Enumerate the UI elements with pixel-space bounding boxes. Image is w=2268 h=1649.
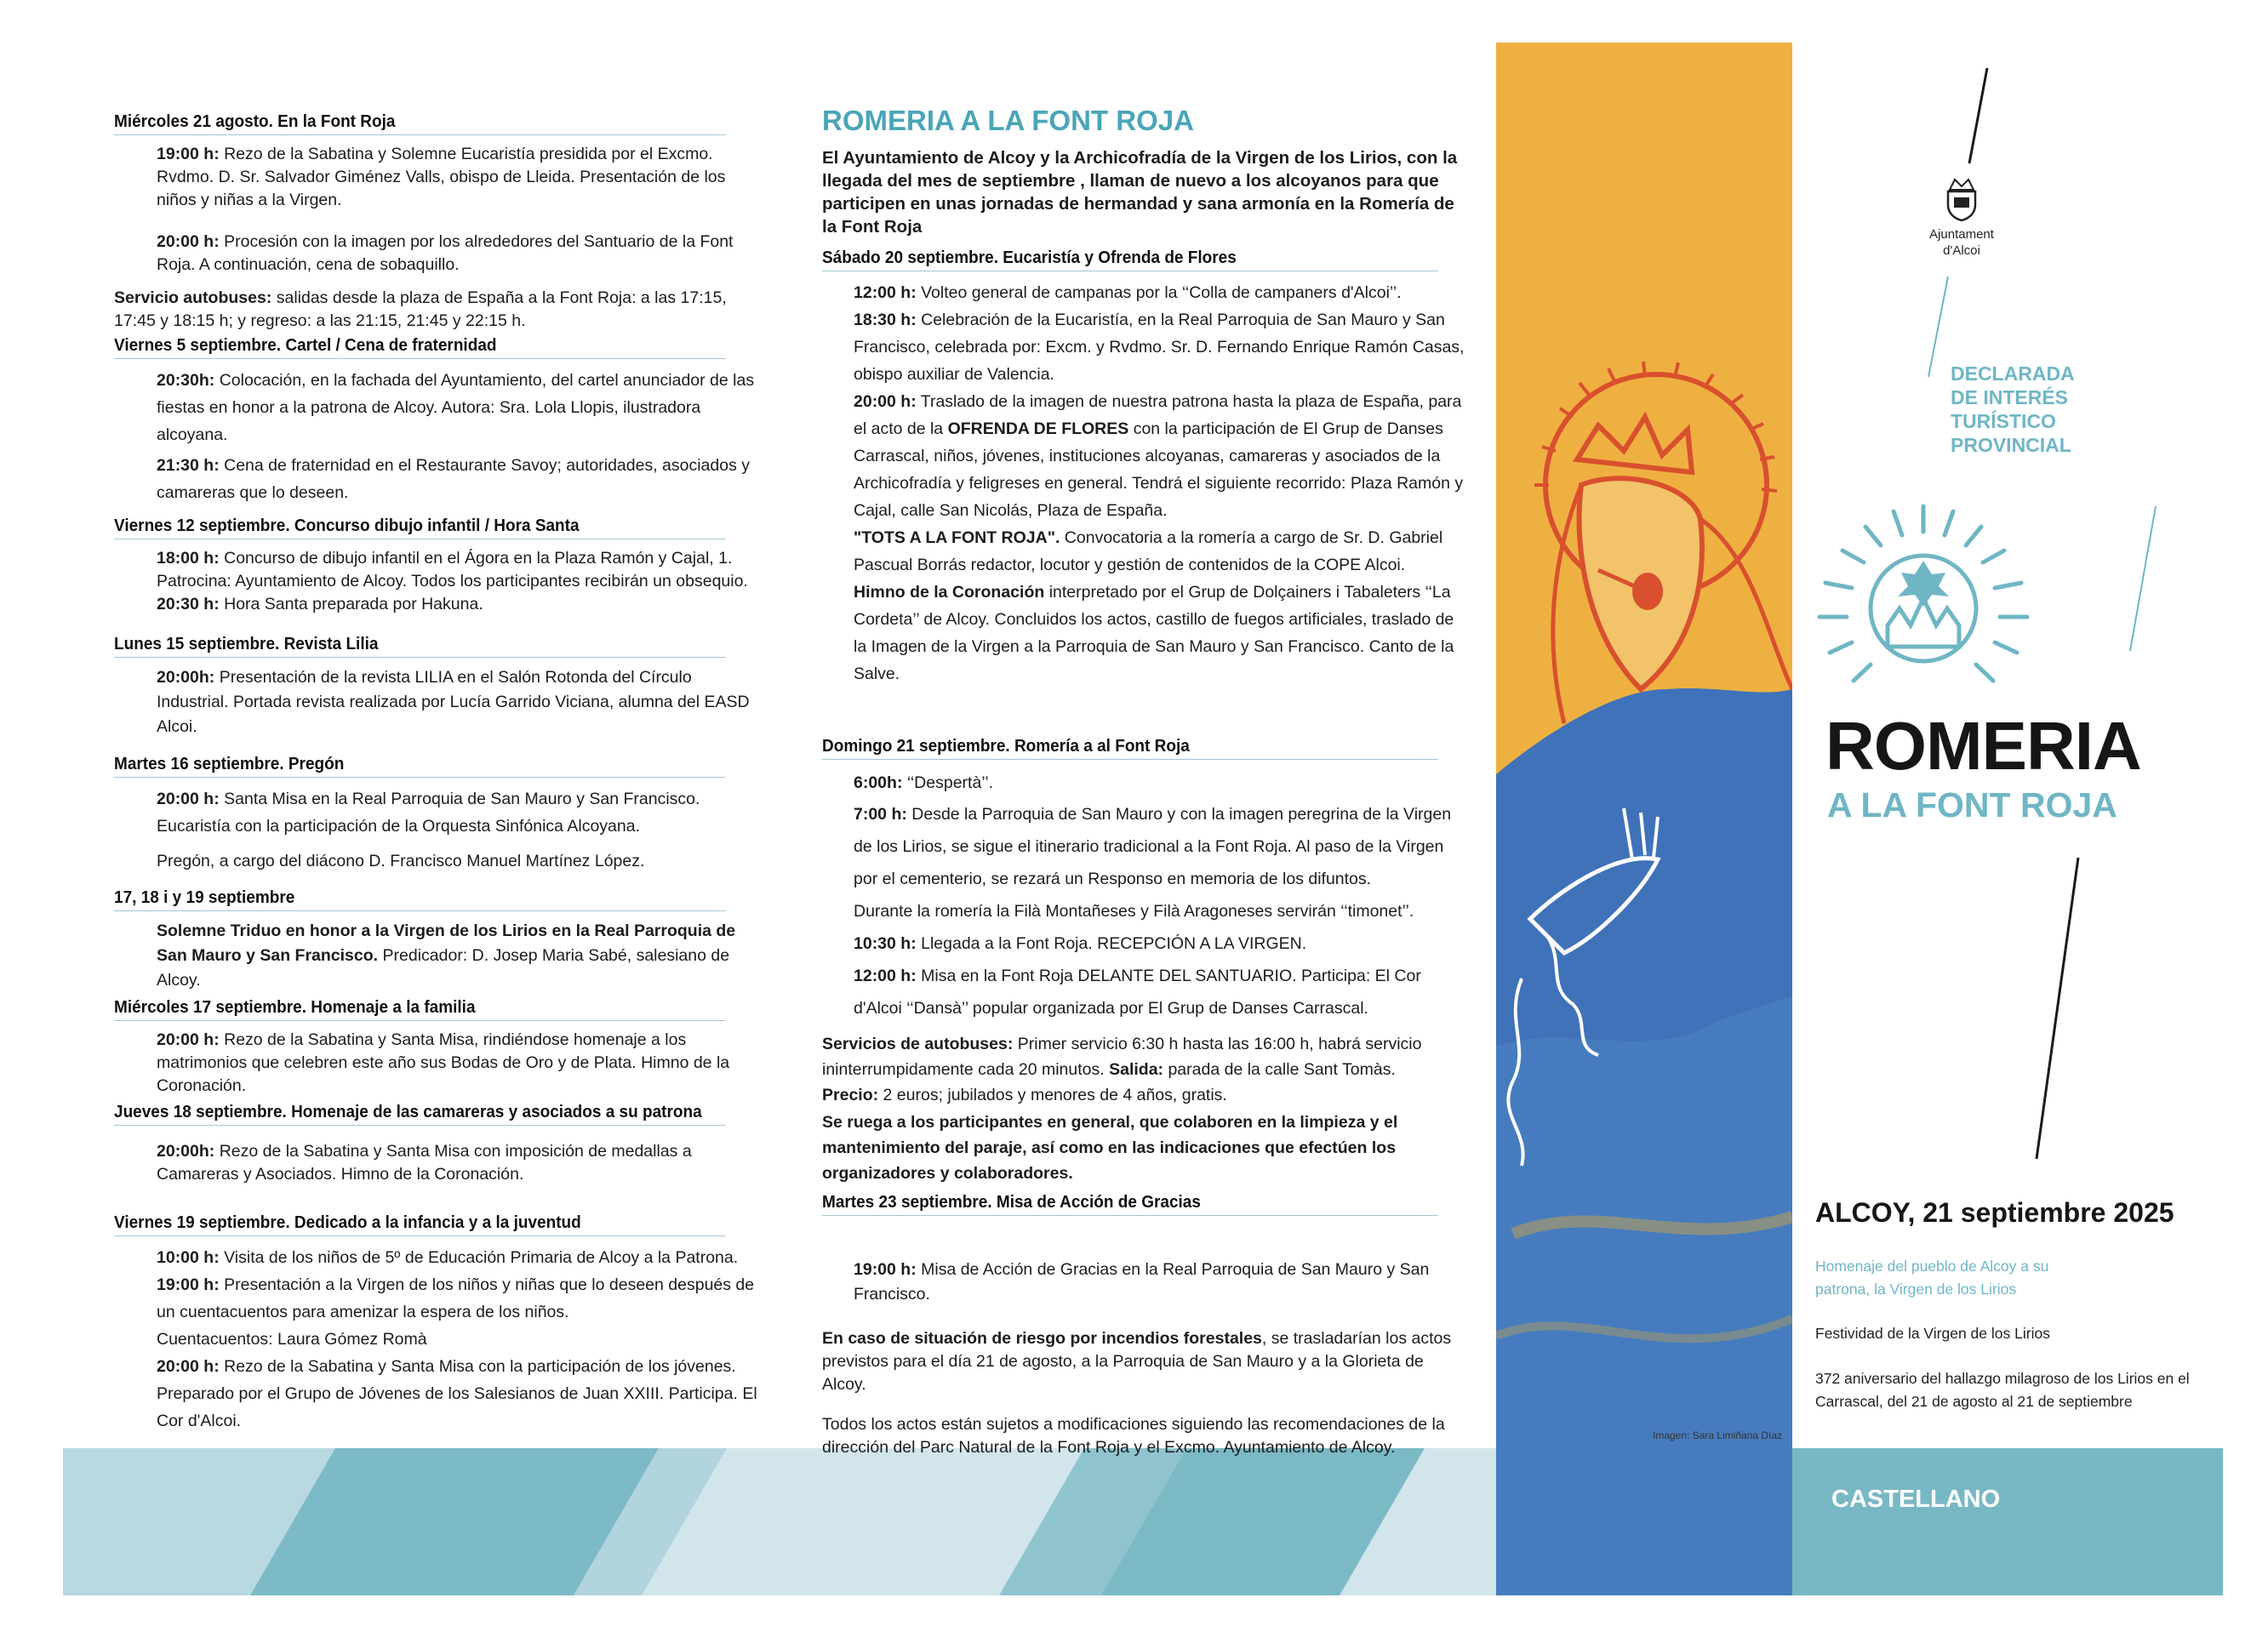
entry-time: 20:00 h: xyxy=(157,790,220,808)
precio-label: Precio: xyxy=(822,1086,879,1104)
entry-text: con la participación de El Grup de Danses Carrascal, niños, jóvenes, instituciones alcoyanas, camareras y asociados de la Archicofradía y feligreses en general. Tendrá el siguiente recorrido: Plaza Ramón y Cajal, calle San Nicolás, Plaza de España. xyxy=(854,419,1464,520)
schedule-entry xyxy=(854,388,1471,524)
entry-text: Llegada a la Font Roja. RECEPCIÓN A LA VIRGEN. xyxy=(916,934,1307,953)
entry-time: 18:00 h: xyxy=(157,549,220,568)
salida-text: parada de la calle Sant Tomàs. xyxy=(1163,1060,1396,1079)
triduo-bold: Solemne Triduo en honor a la Virgen de los Lirios en la Real Parroquia de San Mauro y San Francisco. xyxy=(157,922,736,965)
section-heading: Jueves 18 septiembre. Homenaje de las camareras y asociados a su patrona xyxy=(114,1101,725,1126)
entry-time: 12:00 h: xyxy=(854,283,917,302)
entry-text: Desde la Parroquia de San Mauro y con la imagen peregrina de la Virgen de los Lirios, se sigue el itinerario tradicional a la Font Roja. Al paso de la Virgen por el cementerio, se rezará un Responso en memoria de los difuntos. xyxy=(854,805,1452,888)
ayuntamiento-logo xyxy=(1915,174,2008,259)
schedule-entry xyxy=(157,231,757,277)
illustration-graphic xyxy=(1496,43,1792,1595)
section-heading: Martes 16 septiembre. Pregón xyxy=(114,753,725,778)
declared-interest-label xyxy=(1951,362,2075,457)
entry-text: Volteo general de campanas por la ‘‘Colla de campaners d'Alcoi’’. xyxy=(916,283,1402,302)
brochure-subtitle: A LA FONT ROJA xyxy=(1827,785,2117,824)
schedule-entry xyxy=(854,798,1471,895)
entry-text: Visita de los niños de 5º de Educación Primaria de Alcoy a la Patrona. xyxy=(219,1248,739,1267)
entry-time: 19:00 h: xyxy=(854,1260,917,1279)
entry-text: Concurso de dibujo infantil en el Ágora en la Plaza Ramón y Cajal, 1. Patrocina: Ayuntamiento de Alcoy. Todos los participantes recibirán un obsequio. xyxy=(157,549,748,591)
bottom-band xyxy=(63,1448,2223,1595)
entry-time: 21:30 h: xyxy=(157,456,220,475)
schedule-entry xyxy=(157,1271,757,1326)
festividad-text: Festividad de la Virgen de los Lirios xyxy=(1815,1325,2050,1342)
schedule-entry xyxy=(854,579,1471,688)
schedule-entry xyxy=(854,960,1471,1024)
bus-text: salidas desde la plaza de España a la Font Roja: a las 17:15, 17:45 y 18:15 h; y regreso: a las 21:15, 21:45 y 22:15 h. xyxy=(114,288,727,330)
schedule-entry xyxy=(157,1326,757,1353)
entry-text: Santa Misa en la Real Parroquia de San Mauro y San Francisco. Eucaristía con la participación de la Orquesta Sinfónica Alcoyana. xyxy=(157,790,700,836)
schedule-entry xyxy=(157,1353,757,1435)
entry-time: 12:00 h: xyxy=(854,967,917,985)
entry-text: Misa en la Font Roja DELANTE DEL SANTUARIO. Participa: El Cor d'Alcoi ‘‘Dansà’’ popular organizada por El Grup de Danses Carrascal. xyxy=(854,967,1421,1018)
entry-time: 20:00 h: xyxy=(854,392,917,411)
entry-time: 6:00h: xyxy=(854,773,903,792)
schedule-entry xyxy=(854,927,1471,960)
entry-time: 20:00 h: xyxy=(157,1030,220,1049)
left-column xyxy=(114,111,757,1438)
middle-column xyxy=(822,104,1471,1461)
tots-label: "TOTS A LA FONT ROJA". xyxy=(854,528,1060,547)
entry-time: 19:00 h: xyxy=(157,1275,220,1294)
schedule-entry xyxy=(157,143,757,212)
entry-text: Cena de fraternidad en el Restaurante Savoy; autoridades, asociados y camareras que lo deseen. xyxy=(157,456,751,502)
entry-text: Cuentacuentos: Laura Gómez Romà xyxy=(157,1330,427,1349)
fire-risk-bold: En caso de situación de riesgo por incendios forestales xyxy=(822,1329,1262,1348)
entry-time: 20:00 h: xyxy=(157,1357,220,1376)
section-heading: Miércoles 17 septiembre. Homenaje a la familia xyxy=(114,996,725,1021)
entry-text: Celebración de la Eucaristía, en la Real Parroquia de San Mauro y San Francisco, celebrada por: Excm. y Rvdmo. Sr. D. Fernando Enrique Ramón Casas, obispo auxiliar de Valencia. xyxy=(854,311,1465,384)
band-stripes xyxy=(63,1448,2223,1595)
entry-text: Hora Santa preparada por Hakuna. xyxy=(219,595,483,613)
fire-risk-text: , se trasladarían los actos previstos para el día 21 de agosto, a la Parroquia de San Mauro y a la Glorieta de Alcoy. xyxy=(822,1329,1452,1394)
intro-paragraph: El Ayuntamiento de Alcoy y la Archicofradía de la Virgen de los Lirios, con la llegada del mes de septiembre , llaman de nuevo a los alcoyanos para que participen en unas jornadas de hermandad y sana armonía en la Romería de la Font Roja xyxy=(822,148,1458,237)
schedule-entry xyxy=(157,367,757,448)
section-heading: Viernes 19 septiembre. Dedicado a la infancia y a la juventud xyxy=(114,1212,725,1236)
modifications-notice: Todos los actos están sujetos a modificaciones siguiendo las recomendaciones de la dirección del Parc Natural de la Font Roja y el Excmo. Ayuntamiento de Alcoy. xyxy=(822,1415,1445,1457)
entry-text: Presentación de la revista LILIA en el Salón Rotonda del Círculo Industrial. Portada revista realizada por Lucía Garrido Viciana, alumna del EASD Alcoi. xyxy=(157,668,750,736)
entry-time: 19:00 h: xyxy=(157,145,220,163)
logo-line-1: Ajuntament xyxy=(1929,227,1994,242)
bus-text: Primer servicio 6:30 h hasta las 16:00 h, habrá servicio ininterrumpidamente cada 20 minutos. xyxy=(822,1035,1422,1079)
entry-text: Rezo de la Sabatina y Santa Misa con imposición de medallas a Camareras y Asociados. Himno de la Coronación. xyxy=(157,1142,692,1184)
schedule-entry xyxy=(854,524,1471,579)
schedule-entry xyxy=(157,593,757,616)
entry-text: ‘‘Despertà’’. xyxy=(902,773,994,792)
bus-label: Servicios de autobuses: xyxy=(822,1035,1014,1053)
schedule-entry xyxy=(157,1029,757,1098)
logo-line-2: d'Alcoi xyxy=(1943,243,1980,258)
entry-time: 20:30h: xyxy=(157,371,215,390)
triduo-entry xyxy=(157,919,757,993)
event-date: ALCOY, 21 septiembre 2025 xyxy=(1815,1197,2174,1228)
image-credit: Imagen: Sara Limiñana Díaz xyxy=(1653,1429,1783,1441)
homenaje-text: Homenaje del pueblo de Alcoy a su patrona, la Virgen de los Lirios xyxy=(1815,1258,2049,1298)
entry-time: 10:00 h: xyxy=(157,1248,220,1267)
schedule-entry xyxy=(157,547,757,593)
section-heading: Domingo 21 septiembre. Romería a al Font Roja xyxy=(822,735,1438,760)
section-heading: 17, 18 i y 19 septiembre xyxy=(114,887,725,911)
cleanliness-notice: Se ruega a los participantes en general, que colaboren en la limpieza y el mantenimiento del paraje, así como en las indicaciones que efectúen los organizadores y colaboradores. xyxy=(822,1113,1398,1183)
bus-services xyxy=(822,1031,1471,1108)
entry-text: Colocación, en la fachada del Ayuntamiento, del cartel anunciador de las fiestas en honor a la patrona de Alcoy. Autora: Sra. Lola Llopis, ilustradora alcoyana. xyxy=(157,371,755,444)
schedule-entry xyxy=(157,850,757,873)
entry-text: interpretado por el Grup de Dolçainers i Tabaleters ‘‘La Cordeta’’ de Alcoy. Concluidos los actos, castillo de fuegos artificiales, traslado de la Imagen de la Virgen a la Parroquia de San Mauro y San Francisco. Canto de la Salve. xyxy=(854,583,1454,683)
romeria-heading: ROMERIA A LA FONT ROJA xyxy=(822,105,1194,136)
section-heading: Lunes 15 septiembre. Revista Lilia xyxy=(114,633,725,658)
schedule-entry xyxy=(157,1140,757,1186)
triduo-rest: Predicador: D. Josep Maria Sabé, salesiano de Alcoy. xyxy=(157,946,730,990)
entry-text: Rezo de la Sabatina y Solemne Eucaristía presidida por el Excmo. Rvdmo. D. Sr. Salvador Giménez Valls, obispo de Lleida. Presentación de los niños y niñas a la Virgen. xyxy=(157,145,726,209)
schedule-entry xyxy=(157,665,757,739)
schedule-entry xyxy=(157,785,757,840)
entry-text: Rezo de la Sabatina y Santa Misa con la participación de los jóvenes. Preparado por el Grupo de Jóvenes de los Salesianos de Juan XXIII. Participa. El Cor d'Alcoi. xyxy=(157,1357,757,1430)
salida-label: Salida: xyxy=(1109,1060,1164,1079)
entry-text: Rezo de la Sabatina y Santa Misa, rindiéndose homenaje a los matrimonios que celebren este año sus Bodas de Oro y de Plata. Himno de la Coronación. xyxy=(157,1030,730,1095)
declared-line: TURÍSTICO xyxy=(1951,410,2056,432)
brochure-title: ROMERIA xyxy=(1825,708,2141,784)
section-heading: Viernes 5 septiembre. Cartel / Cena de fraternidad xyxy=(114,334,725,359)
bus-service-note xyxy=(114,287,757,333)
virgin-illustration xyxy=(1496,43,1792,1595)
schedule-entry xyxy=(854,1258,1471,1307)
declared-line: DE INTERÉS xyxy=(1951,386,2069,408)
schedule-entry xyxy=(854,279,1471,306)
entry-text: Pregón, a cargo del diácono D. Francisco Manuel Martínez López. xyxy=(157,852,645,870)
entry-time: 7:00 h: xyxy=(854,805,907,824)
entry-text: Misa de Acción de Gracias en la Real Parroquia de San Mauro y San Francisco. xyxy=(854,1260,1430,1304)
entry-text: Convocatoria a la romería a cargo de Sr. D. Gabriel Pascual Borrás redactor, locutor y gestión de contenidos de la COPE Alcoi. xyxy=(854,528,1443,574)
section-heading: Martes 23 septiembre. Misa de Acción de Gracias xyxy=(822,1191,1438,1216)
schedule-entry xyxy=(157,1244,757,1271)
entry-text: Procesión con la imagen por los alrededores del Santuario de la Font Roja. A continuación, cena de sobaquillo. xyxy=(157,232,734,274)
bus-label: Servicio autobuses: xyxy=(114,288,272,307)
himno-label: Himno de la Coronación xyxy=(854,583,1045,602)
section-heading: Miércoles 21 agosto. En la Font Roja xyxy=(114,111,725,135)
ofrenda-label: OFRENDA DE FLORES xyxy=(947,419,1129,438)
entry-time: 10:30 h: xyxy=(854,934,917,953)
language-label: CASTELLANO xyxy=(1831,1486,2001,1513)
entry-time: 20:00h: xyxy=(157,668,215,687)
schedule-entry xyxy=(854,895,1471,927)
aniversario-text: 372 aniversario del hallazgo milagroso de los Lirios en el Carrascal, del 21 de agosto al 21 de septiembre xyxy=(1815,1370,2190,1410)
entry-time: 20:00h: xyxy=(157,1142,215,1161)
crown-sun-emblem-icon xyxy=(1813,498,2034,693)
entry-time: 20:30 h: xyxy=(157,595,220,613)
declared-line: PROVINCIAL xyxy=(1951,434,2071,456)
entry-text: Presentación a la Virgen de los niños y niñas que lo deseen después de un cuentacuentos para amenizar la espera de los niños. xyxy=(157,1275,755,1321)
entry-text: Durante la romería la Filà Montañeses y Filà Aragoneses servirán ‘‘timonet’’. xyxy=(854,902,1414,921)
section-heading: Viernes 12 septiembre. Concurso dibujo infantil / Hora Santa xyxy=(114,515,725,539)
declared-line: DECLARADA xyxy=(1951,362,2075,385)
schedule-entry xyxy=(854,306,1471,388)
entry-time: 18:30 h: xyxy=(854,311,917,329)
schedule-entry xyxy=(854,767,1471,798)
entry-text: Traslado de la imagen de nuestra patrona hasta la plaza de España, para el acto de la xyxy=(854,392,1462,438)
coat-of-arms-icon xyxy=(1943,174,1980,222)
entry-time: 20:00 h: xyxy=(157,232,220,251)
section-heading: Sábado 20 septiembre. Eucaristía y Ofrenda de Flores xyxy=(822,247,1438,271)
schedule-entry xyxy=(157,452,757,506)
fire-risk-notice xyxy=(822,1327,1471,1396)
precio-text: 2 euros; jubilados y menores de 4 años, gratis. xyxy=(878,1086,1227,1104)
